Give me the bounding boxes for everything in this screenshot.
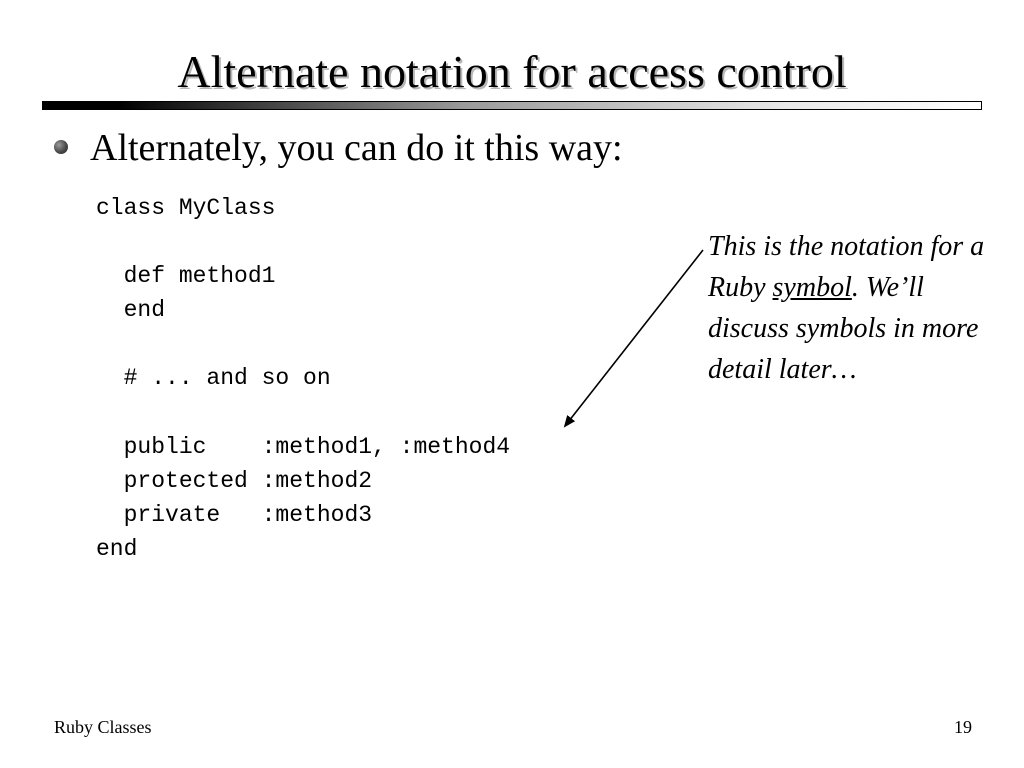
note-text-after: . We’ll discuss symbols in more detail later… [708, 272, 979, 385]
code-line: protected :method2 [96, 467, 373, 494]
footer-deck-title: Ruby Classes [54, 717, 152, 737]
note-text-before: This is the notation for a Ruby [708, 231, 985, 303]
code-block [96, 191, 510, 566]
bullet-item [54, 124, 623, 172]
code-line: # ... and so on [96, 365, 331, 392]
bullet-text: Alternately, you can do it this way: [90, 127, 623, 169]
code-line [96, 225, 510, 259]
code-line: public :method1, :method4 [96, 433, 511, 460]
bullet-dot-icon [54, 140, 68, 154]
slide-title: Alternate notation for access control [177, 46, 847, 97]
code-line: end [96, 297, 166, 324]
footer-page-number: 19 [954, 717, 972, 737]
code-line: end [96, 535, 138, 562]
arrow-line [565, 250, 703, 426]
symbol-callout-note [708, 226, 1008, 390]
note-symbol-word: symbol [772, 272, 852, 303]
code-line: class MyClass [96, 195, 276, 221]
code-line: def method1 [96, 263, 276, 290]
code-line: private :method3 [96, 501, 373, 528]
title-underline-bar [42, 101, 982, 110]
code-line [96, 327, 510, 361]
code-line [96, 396, 510, 430]
